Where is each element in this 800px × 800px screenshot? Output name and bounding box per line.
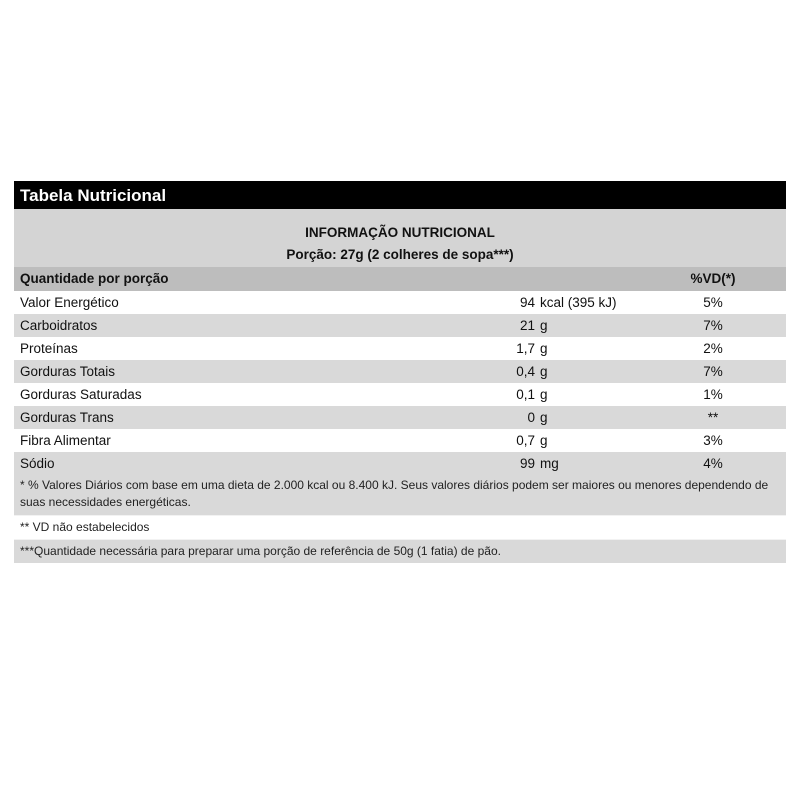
info-heading: INFORMAÇÃO NUTRICIONAL xyxy=(305,225,495,240)
nutrient-row xyxy=(14,429,786,452)
nutrient-unit: kcal (395 kJ) xyxy=(540,295,617,310)
column-header-row xyxy=(14,267,786,291)
nutrient-row xyxy=(14,383,786,406)
nutrient-unit: mg xyxy=(540,456,559,471)
nutrient-amount: 99 xyxy=(519,456,535,471)
portion-label: Porção: 27g (2 colheres de sopa***) xyxy=(286,247,514,262)
nutrient-vd: 7% xyxy=(703,318,723,333)
nutrient-name: Fibra Alimentar xyxy=(20,433,111,448)
nutrient-unit: g xyxy=(540,341,548,356)
info-header xyxy=(14,209,786,267)
column-header-quantity: Quantidade por porção xyxy=(20,271,169,286)
nutrient-amount: 1,7 xyxy=(516,341,535,356)
nutrient-vd: ** xyxy=(707,410,719,425)
nutrition-table xyxy=(14,181,786,563)
nutrient-row xyxy=(14,314,786,337)
nutrient-name: Gorduras Trans xyxy=(20,410,114,425)
nutrient-amount: 0,1 xyxy=(516,387,535,402)
nutrient-amount: 94 xyxy=(519,295,535,310)
nutrient-name: Gorduras Totais xyxy=(20,364,116,379)
nutrient-row xyxy=(14,360,786,383)
nutrient-name: Proteínas xyxy=(20,341,78,356)
nutrient-unit: g xyxy=(540,318,548,333)
nutrient-vd: 4% xyxy=(703,456,723,471)
table-title: Tabela Nutricional xyxy=(14,181,786,209)
nutrient-name: Gorduras Saturadas xyxy=(20,387,142,402)
nutrient-rows xyxy=(14,291,786,475)
column-header-vd: %VD(*) xyxy=(690,271,736,286)
footnote-vd-not-established: ** VD não estabelecidos xyxy=(14,516,786,539)
nutrient-unit: g xyxy=(540,433,548,448)
nutrient-unit: g xyxy=(540,364,548,379)
footnote-portion-reference: ***Quantidade necessária para preparar uma porção de referência de 50g (1 fatia) de pão. xyxy=(14,539,786,563)
nutrient-amount: 21 xyxy=(519,318,535,333)
nutrient-vd: 3% xyxy=(703,433,723,448)
nutrient-vd: 2% xyxy=(703,341,723,356)
nutrient-vd: 7% xyxy=(703,364,723,379)
nutrient-name: Sódio xyxy=(20,456,55,471)
nutrient-amount: 0,7 xyxy=(516,433,535,448)
nutrient-vd: 1% xyxy=(703,387,723,402)
nutrient-unit: g xyxy=(540,387,548,402)
nutrient-name: Carboidratos xyxy=(20,318,98,333)
nutrient-unit: g xyxy=(540,410,548,425)
nutrient-name: Valor Energético xyxy=(20,295,119,310)
nutrient-row xyxy=(14,337,786,360)
nutrient-row xyxy=(14,291,786,314)
nutrient-amount: 0,4 xyxy=(516,364,535,379)
footnotes xyxy=(14,475,786,563)
nutrient-amount: 0 xyxy=(527,410,535,425)
nutrient-row xyxy=(14,452,786,475)
footnote-daily-values: * % Valores Diários com base em uma dieta de 2.000 kcal ou 8.400 kJ. Seus valores diários podem ser maiores ou menores dependendo de suas necessidades energéticas. xyxy=(14,475,786,516)
nutrient-vd: 5% xyxy=(703,295,723,310)
nutrient-row xyxy=(14,406,786,429)
